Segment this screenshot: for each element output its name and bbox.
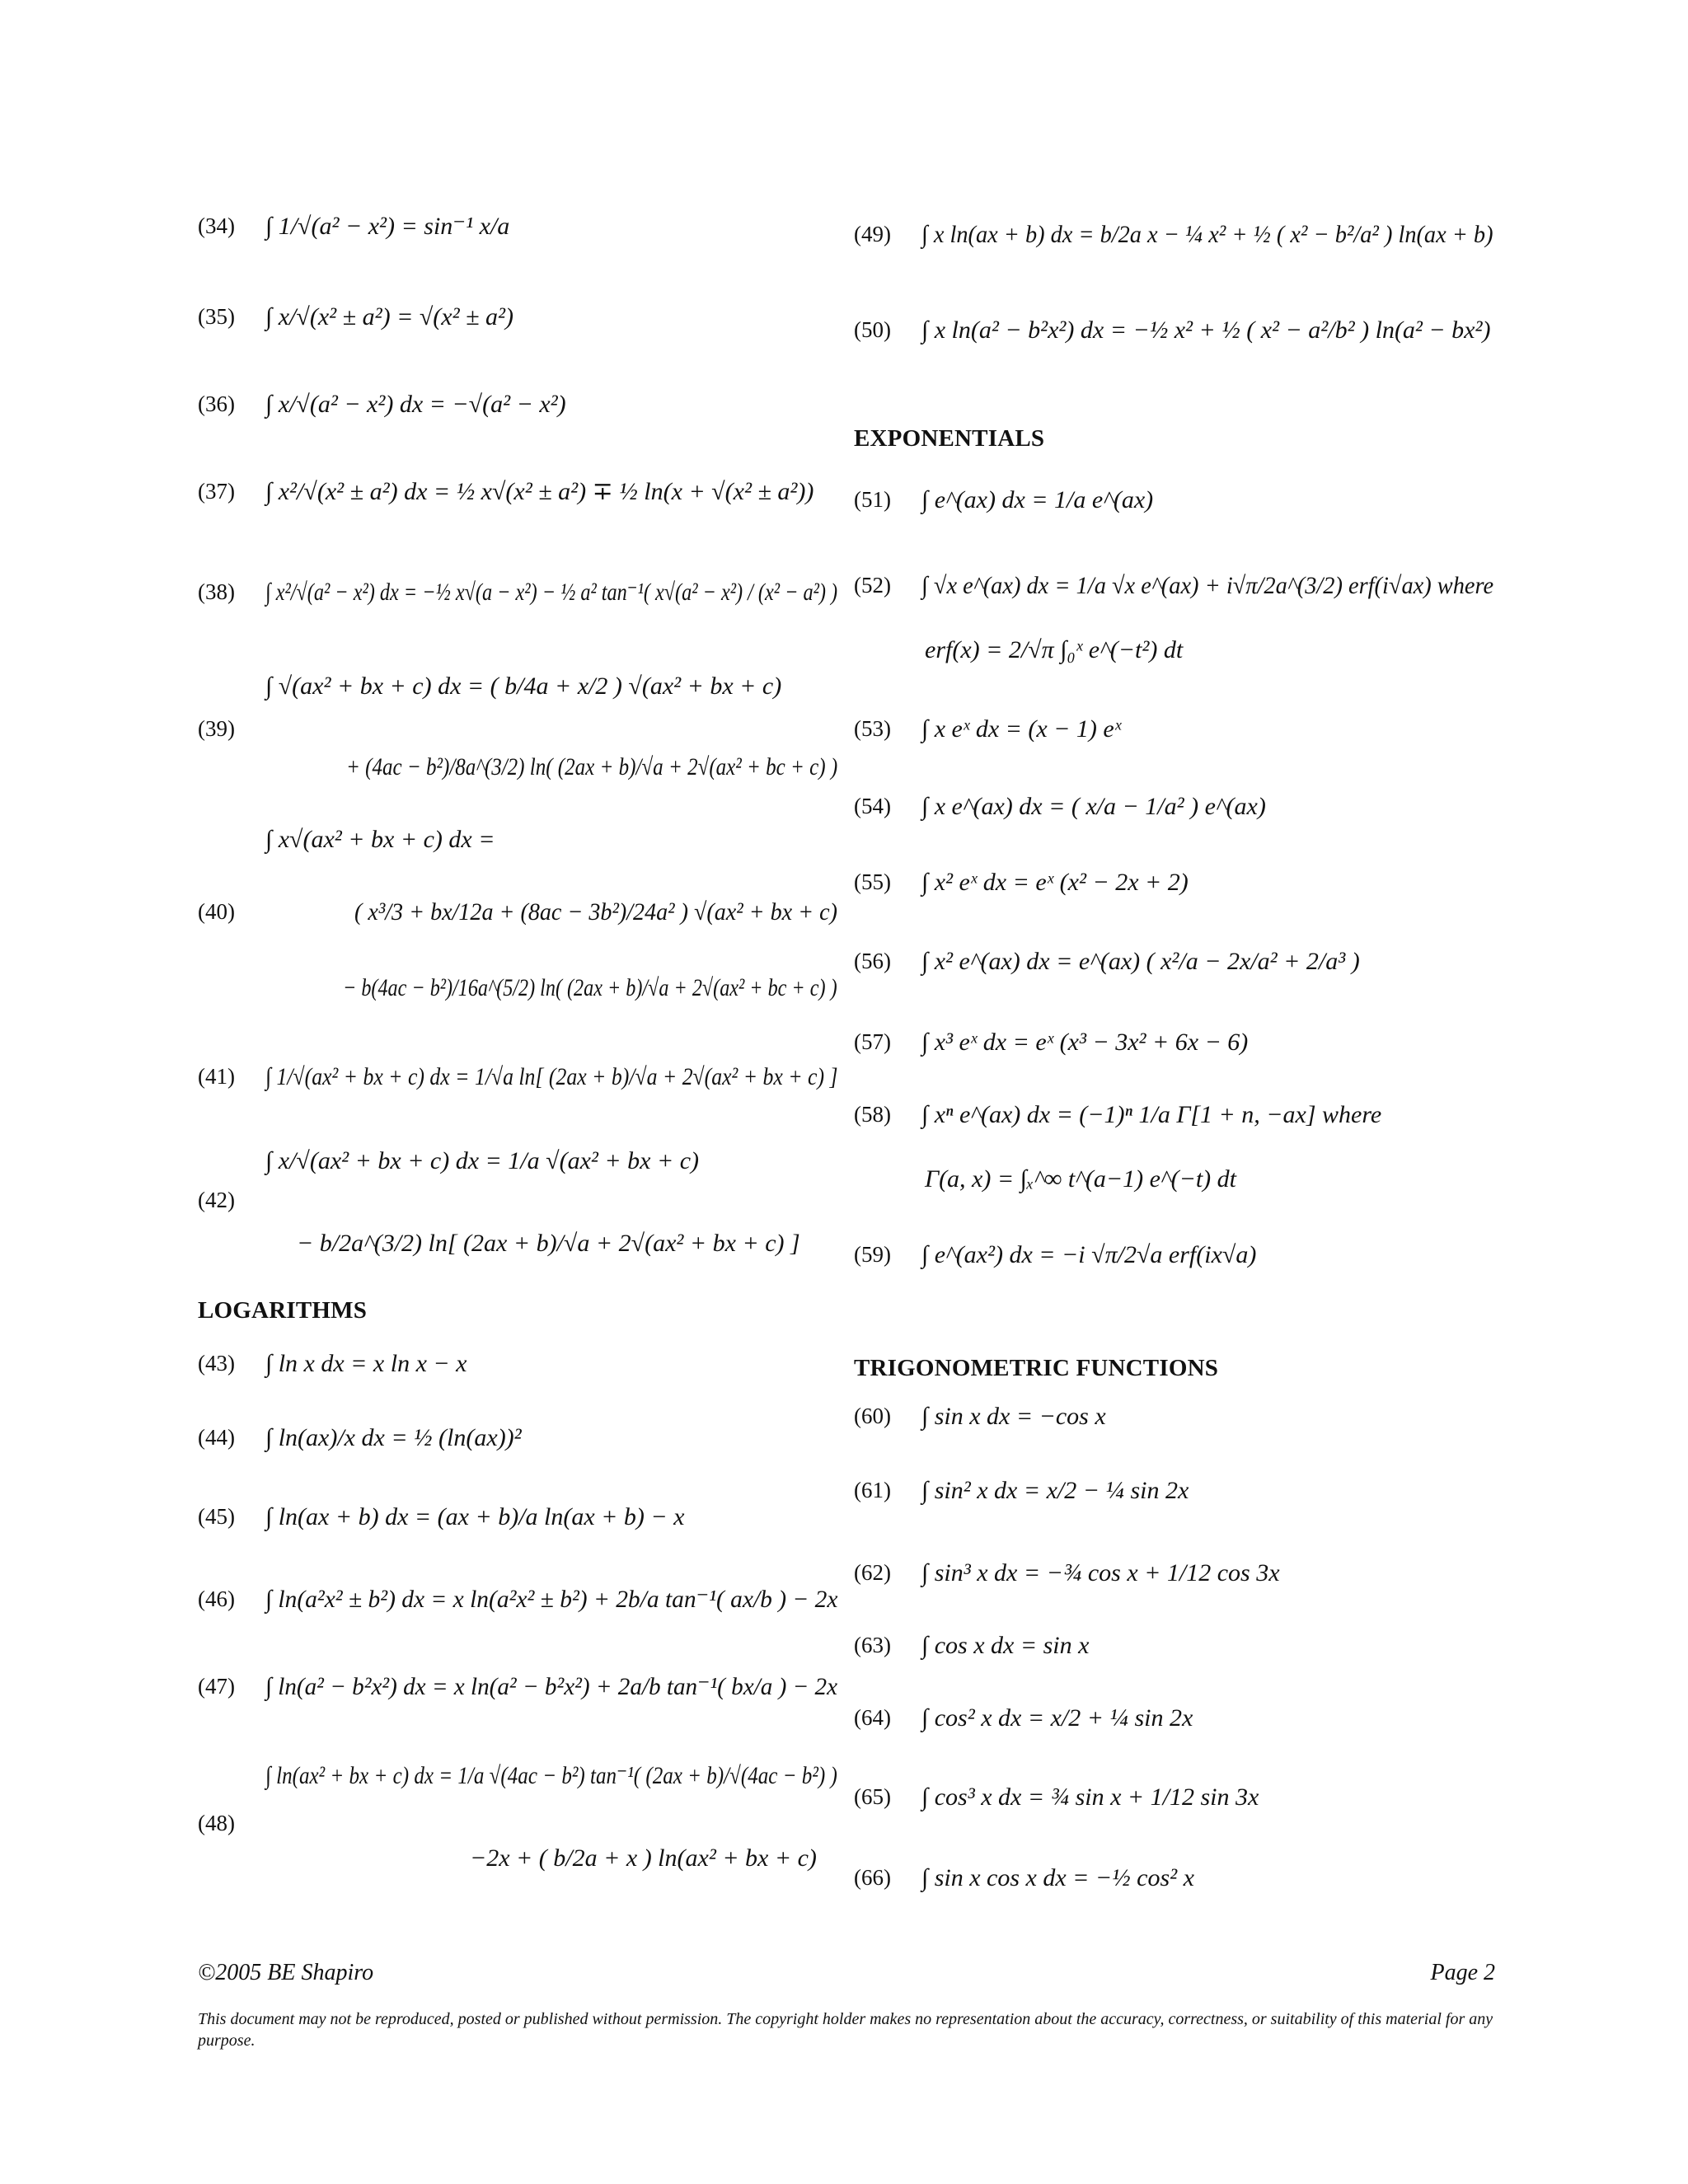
disclaimer: This document may not be reproduced, posted or published without permission. The copyright holder makes no representation about the accuracy, correctness, or suitability of this material for any purpose. (198, 2010, 1493, 2050)
section-heading-trigonometric: TRIGONOMETRIC FUNCTIONS (854, 1355, 1219, 1381)
section-heading-exponentials: EXPONENTIALS (854, 425, 1045, 452)
section-heading-logarithms: LOGARITHMS (198, 1297, 368, 1324)
copyright: ©2005 BE Shapiro (198, 1960, 374, 1985)
page-number: Page 2 (1430, 1960, 1495, 1985)
